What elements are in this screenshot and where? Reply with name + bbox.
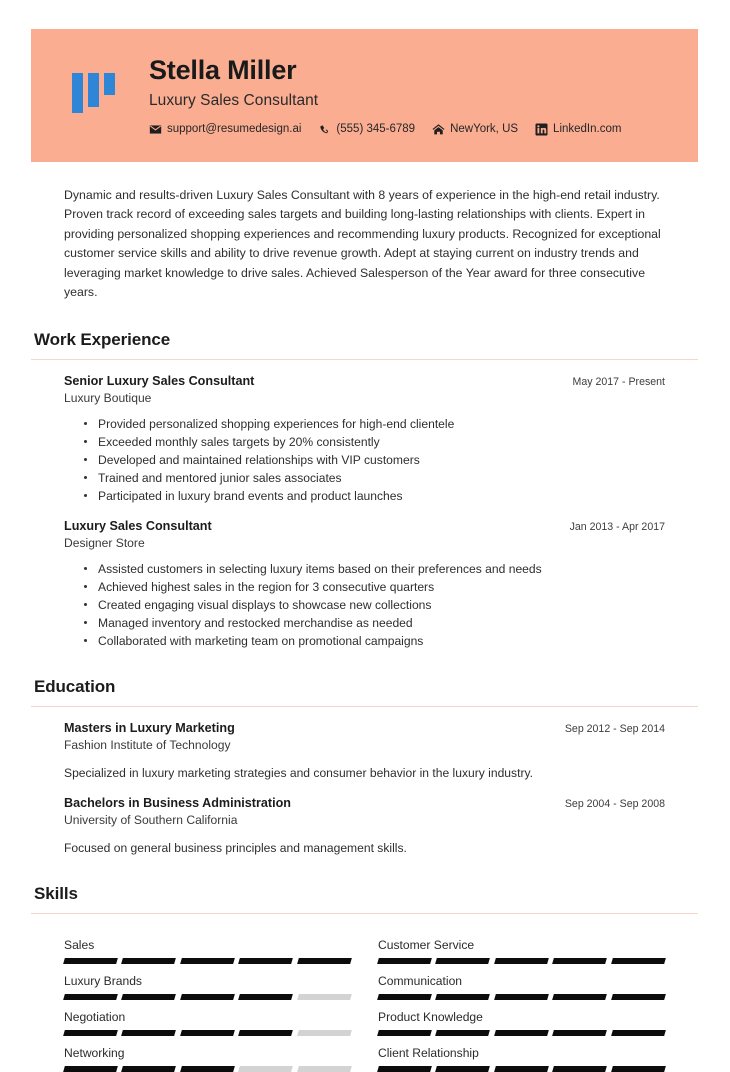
skill-name: Luxury Brands	[64, 973, 142, 988]
education-entry-head	[64, 721, 665, 735]
skill-level-bar	[64, 1030, 351, 1036]
skill-item	[64, 964, 351, 1000]
skill-name: Client Relationship	[378, 1045, 479, 1060]
skill-item	[64, 1000, 351, 1036]
skill-segment	[494, 1030, 549, 1036]
resume-header	[31, 29, 698, 162]
contact-location[interactable]	[432, 123, 518, 136]
section-title-education: Education	[34, 676, 116, 696]
work-entry-title: Senior Luxury Sales Consultant	[64, 373, 255, 388]
skill-item	[378, 928, 665, 964]
education-entry-title: Bachelors in Business Administration	[64, 795, 291, 810]
work-entry	[31, 374, 698, 505]
list-item: Developed and maintained relationships with VIP customers	[84, 451, 665, 469]
skill-segment	[377, 958, 432, 964]
skill-segment	[552, 1066, 607, 1072]
skill-segment	[122, 1030, 177, 1036]
skill-level-bar	[378, 994, 665, 1000]
work-entry-head	[64, 519, 665, 533]
skill-segment	[122, 994, 177, 1000]
section-divider	[31, 913, 698, 914]
work-entry-date: Jan 2013 - Apr 2017	[569, 520, 665, 533]
header-main	[149, 55, 698, 135]
education-entry-date: Sep 2012 - Sep 2014	[564, 722, 665, 735]
contact-linkedin[interactable]	[535, 123, 621, 136]
work-entry	[31, 519, 698, 650]
professional-summary: Dynamic and results-driven Luxury Sales Consultant with 8 years of experience in the high-end retail industry. Proven track record of exceeding sales targets and building long-lasting relationships with clients. Expert in providing personalized shopping experiences and recommending luxury products. Recognized for exceptional customer service skills and ability to drive revenue growth. Adept at staying current on industry trends and leveraging market knowledge to drive sales. Achieved Salesperson of the Year award for three consecutive years.	[64, 188, 661, 300]
skill-segment	[238, 958, 293, 964]
list-item: Managed inventory and restocked merchandise as needed	[84, 614, 665, 632]
skill-segment	[436, 1066, 491, 1072]
skill-segment	[611, 958, 666, 964]
skill-name: Negotiation	[64, 1009, 126, 1024]
skill-segment	[297, 958, 352, 964]
resume-body	[31, 162, 698, 1072]
candidate-name: Stella Miller	[149, 55, 297, 86]
skill-segment	[611, 1030, 666, 1036]
section-title-work: Work Experience	[34, 329, 171, 349]
home-icon	[432, 123, 445, 136]
section-education	[31, 677, 698, 857]
list-item: Participated in luxury brand events and product launches	[84, 487, 665, 505]
skill-segment	[122, 1066, 177, 1072]
logo-bar-3	[104, 73, 115, 95]
list-item: Trained and mentored junior sales associates	[84, 469, 665, 487]
work-entry-bullets	[64, 415, 665, 505]
skill-segment	[63, 1030, 118, 1036]
skill-segment	[63, 958, 118, 964]
skill-segment	[238, 994, 293, 1000]
linkedin-icon	[535, 123, 548, 136]
section-divider	[31, 706, 698, 707]
education-entry-description: Specialized in luxury marketing strategies and consumer behavior in the luxury industry.	[64, 765, 533, 780]
skill-level-bar	[64, 958, 351, 964]
education-entry-org: University of Southern California	[64, 812, 238, 827]
skill-level-bar	[64, 994, 351, 1000]
skill-segment	[63, 1066, 118, 1072]
skill-level-bar	[378, 1030, 665, 1036]
contact-email[interactable]	[149, 123, 301, 136]
section-divider	[31, 359, 698, 360]
list-item: Provided personalized shopping experiences for high-end clientele	[84, 415, 665, 433]
section-skills	[31, 884, 698, 1072]
skill-segment	[297, 994, 352, 1000]
section-work-experience	[31, 330, 698, 650]
envelope-icon	[149, 123, 162, 136]
education-entry-org: Fashion Institute of Technology	[64, 737, 231, 752]
contact-email-text: support@resumedesign.ai	[167, 123, 302, 136]
logo-bar-1	[72, 73, 83, 113]
skill-segment	[297, 1030, 352, 1036]
skill-level-bar	[378, 1066, 665, 1072]
skills-grid	[31, 928, 698, 1072]
skill-segment	[494, 1066, 549, 1072]
skill-name: Customer Service	[378, 937, 475, 952]
list-item: Collaborated with marketing team on promotional campaigns	[84, 632, 665, 650]
skill-segment	[494, 994, 549, 1000]
work-entry-org: Designer Store	[64, 535, 145, 550]
skill-segment	[180, 1066, 235, 1072]
skill-item	[64, 1036, 351, 1072]
skill-name: Product Knowledge	[378, 1009, 483, 1024]
list-item: Assisted customers in selecting luxury items based on their preferences and needs	[84, 560, 665, 578]
logo-bar-2	[88, 73, 99, 107]
skill-item	[378, 1036, 665, 1072]
education-entry	[31, 721, 698, 782]
candidate-job-title: Luxury Sales Consultant	[149, 91, 319, 109]
skill-segment	[180, 958, 235, 964]
skill-segment	[377, 994, 432, 1000]
skill-segment	[611, 994, 666, 1000]
skill-level-bar	[64, 1066, 351, 1072]
skill-segment	[436, 1030, 491, 1036]
contact-linkedin-text: LinkedIn.com	[553, 123, 622, 136]
list-item: Created engaging visual displays to showcase new collections	[84, 596, 665, 614]
skill-name: Sales	[64, 937, 95, 952]
skill-segment	[552, 994, 607, 1000]
skill-segment	[180, 994, 235, 1000]
phone-icon	[318, 123, 331, 136]
contact-phone-text: (555) 345-6789	[336, 123, 416, 136]
list-item: Achieved highest sales in the region for 3 consecutive quarters	[84, 578, 665, 596]
skill-item	[378, 964, 665, 1000]
skill-segment	[377, 1030, 432, 1036]
contact-location-text: NewYork, US	[450, 123, 519, 136]
skill-item	[64, 928, 351, 964]
education-entry	[31, 796, 698, 857]
work-entry-head	[64, 374, 665, 388]
skill-segment	[297, 1066, 352, 1072]
education-entry-date: Sep 2004 - Sep 2008	[564, 797, 665, 810]
skill-segment	[238, 1030, 293, 1036]
education-entry-title: Masters in Luxury Marketing	[64, 720, 235, 735]
skill-name: Networking	[64, 1045, 125, 1060]
skill-item	[378, 1000, 665, 1036]
skill-level-bar	[378, 958, 665, 964]
education-entry-description: Focused on general business principles and management skills.	[64, 840, 407, 855]
skill-segment	[436, 994, 491, 1000]
skill-segment	[63, 994, 118, 1000]
work-entry-date: May 2017 - Present	[572, 375, 665, 388]
skill-segment	[436, 958, 491, 964]
skill-segment	[552, 958, 607, 964]
contact-row	[149, 123, 621, 136]
skill-segment	[238, 1066, 293, 1072]
section-title-skills: Skills	[34, 883, 78, 903]
skill-segment	[552, 1030, 607, 1036]
skill-segment	[122, 958, 177, 964]
list-item: Exceeded monthly sales targets by 20% consistently	[84, 433, 665, 451]
skill-segment	[180, 1030, 235, 1036]
work-entry-title: Luxury Sales Consultant	[64, 518, 212, 533]
work-entry-org: Luxury Boutique	[64, 390, 152, 405]
work-entry-bullets	[64, 560, 665, 650]
education-entry-head	[64, 796, 665, 810]
skill-segment	[494, 958, 549, 964]
skill-segment	[377, 1066, 432, 1072]
resume-logo	[31, 73, 149, 119]
skill-segment	[611, 1066, 666, 1072]
skill-name: Communication	[378, 973, 463, 988]
contact-phone[interactable]	[318, 123, 415, 136]
